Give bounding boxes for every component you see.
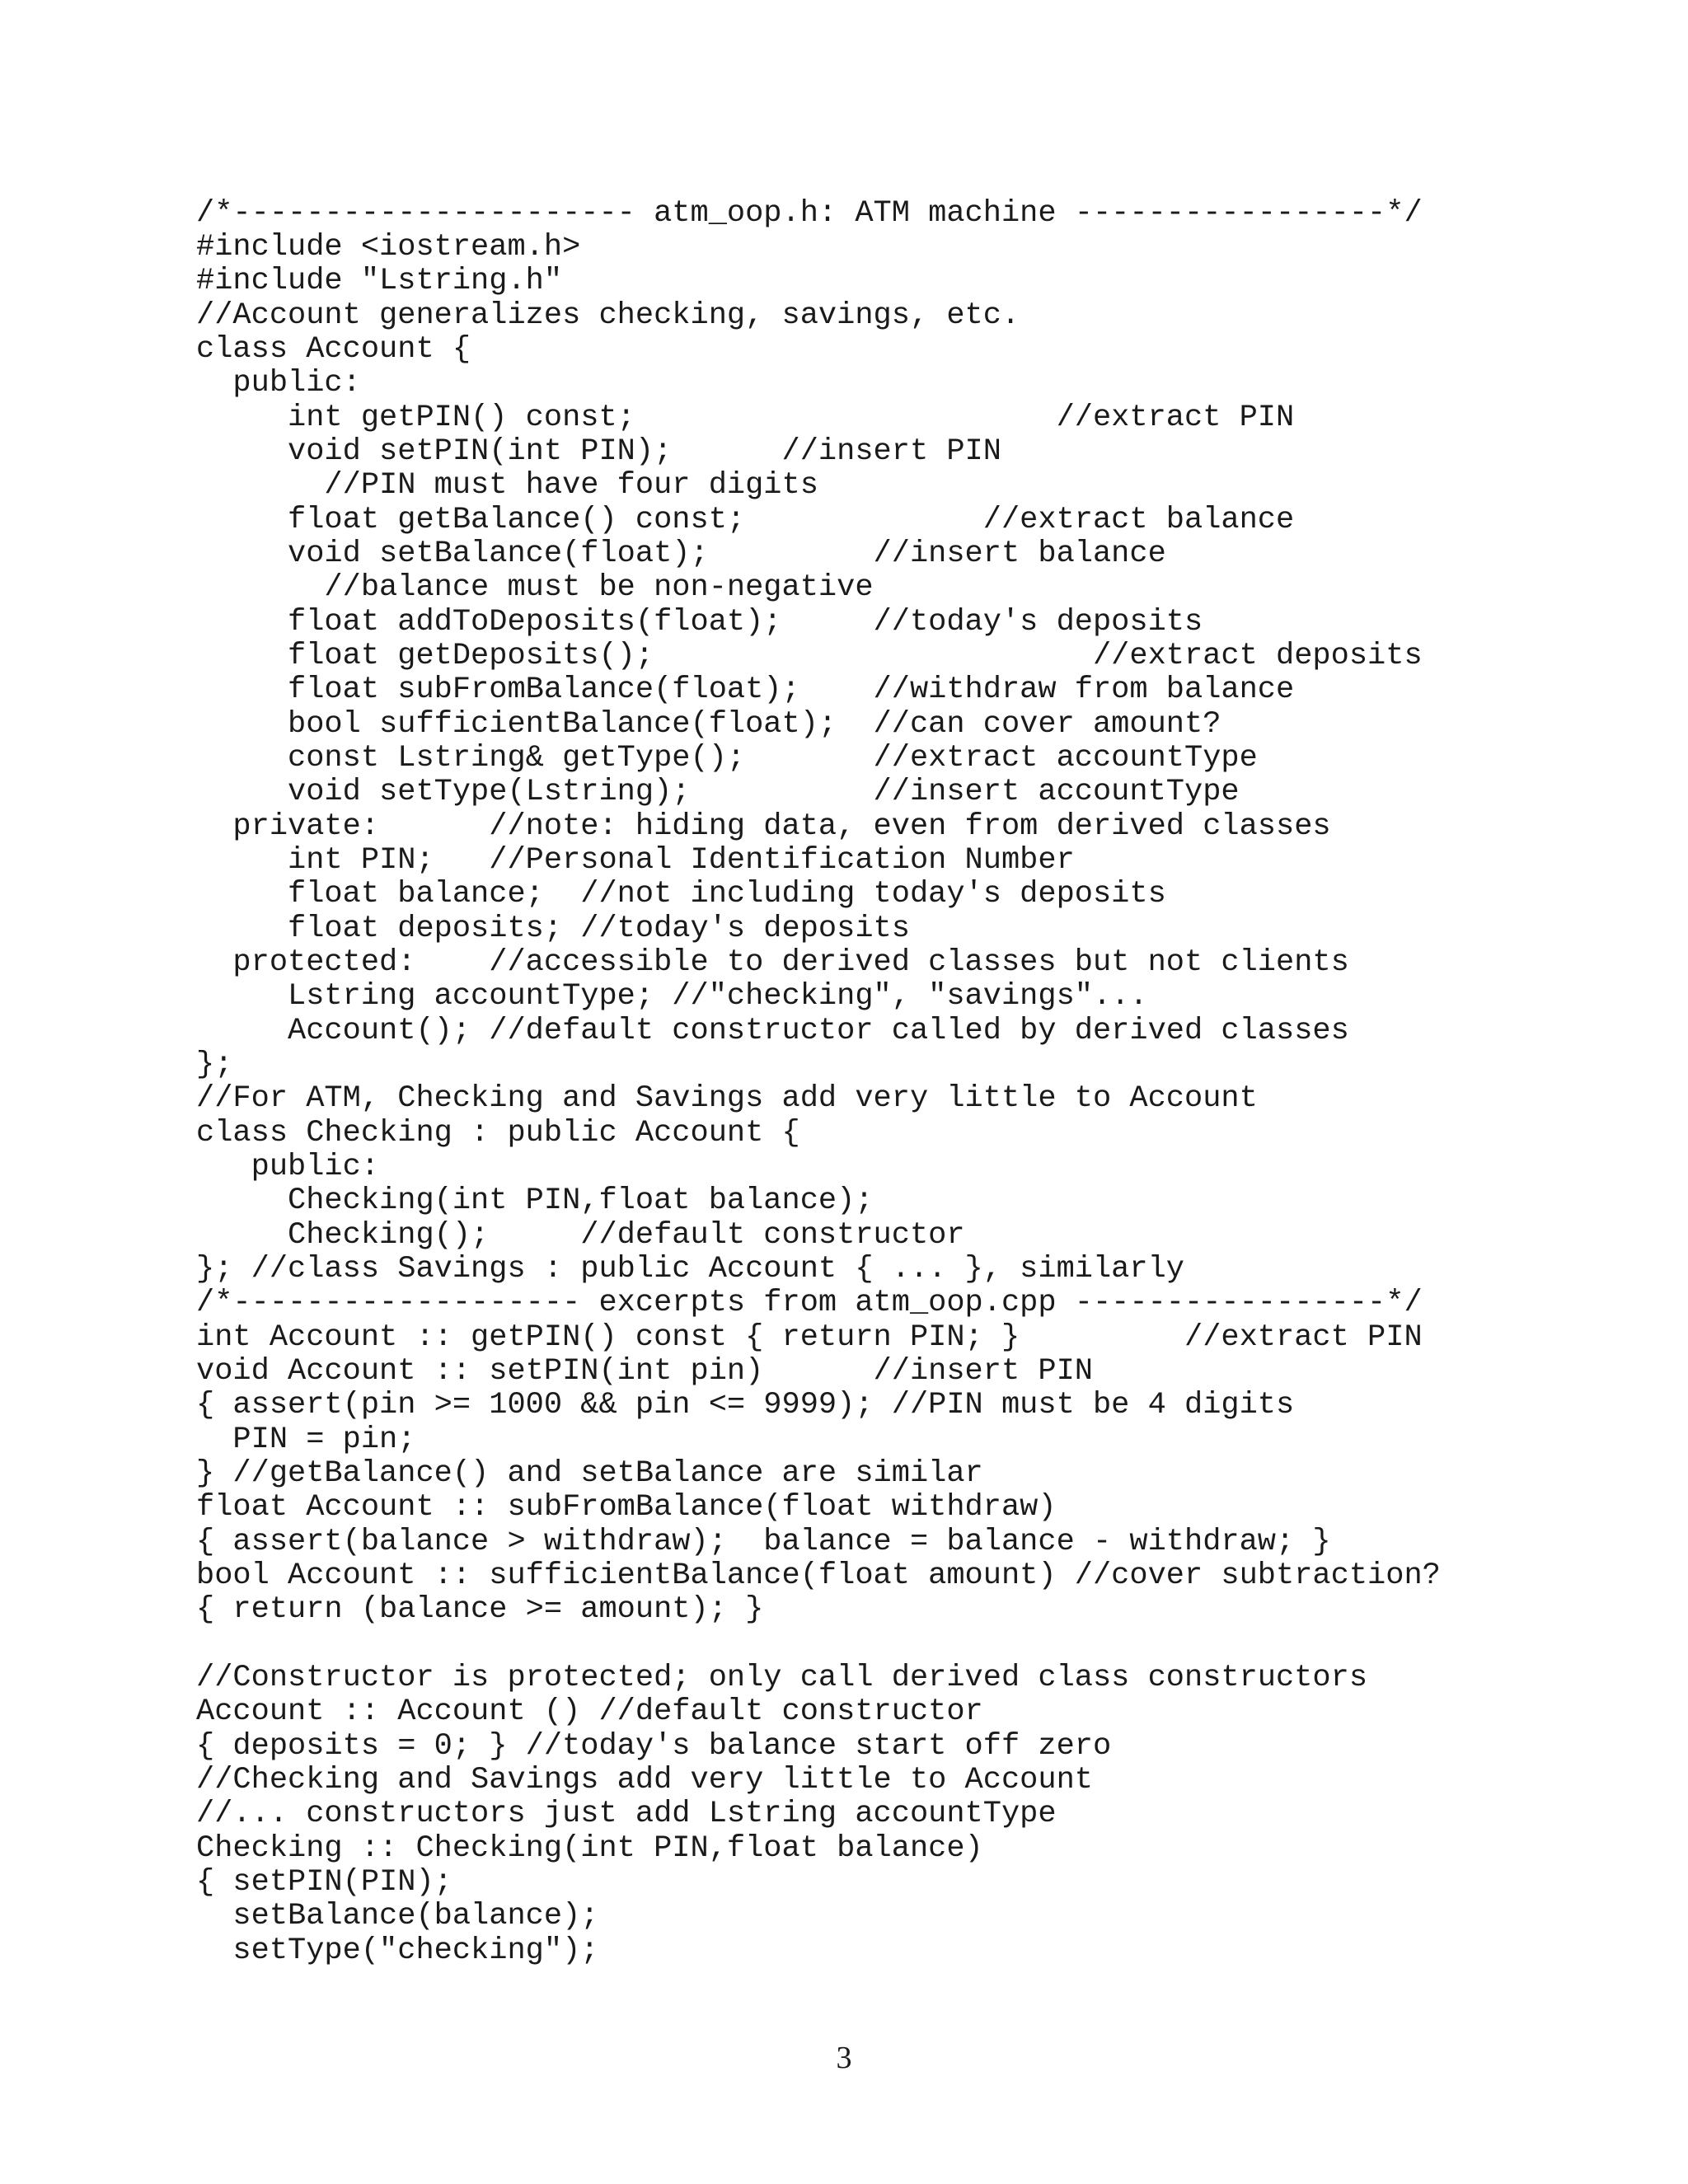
code-line: Lstring accountType; //"checking", "savings"... (196, 979, 1148, 1014)
code-line: float deposits; //today's deposits (196, 912, 910, 946)
code-line: class Checking : public Account { (196, 1116, 800, 1151)
code-line: private: //note: hiding data, even from derived classes (196, 809, 1331, 844)
code-line: //Constructor is protected; only call derived class constructors (196, 1661, 1368, 1695)
code-line: Checking(); //default constructor (196, 1218, 965, 1253)
code-line: { deposits = 0; } //today's balance start off zero (196, 1729, 1112, 1764)
code-line: //For ATM, Checking and Savings add very little to Account (196, 1081, 1258, 1116)
code-line: //balance must be non-negative (196, 570, 874, 605)
code-line: //PIN must have four digits (196, 468, 818, 503)
code-line: float getDeposits(); //extract deposits (196, 639, 1423, 673)
page-number: 3 (836, 2041, 852, 2075)
code-line: int getPIN() const; //extract PIN (196, 401, 1295, 435)
code-line: void setBalance(float); //insert balance (196, 537, 1166, 571)
code-line: protected: //accessible to derived classes but not clients (196, 945, 1349, 980)
code-line: int PIN; //Personal Identification Number (196, 843, 1075, 878)
code-line: float subFromBalance(float); //withdraw from balance (196, 673, 1295, 707)
code-line: float addToDeposits(float); //today's deposits (196, 605, 1203, 640)
code-line: #include "Lstring.h" (196, 264, 563, 298)
code-line: void setPIN(int PIN); //insert PIN (196, 434, 1001, 469)
code-line: #include <iostream.h> (196, 230, 581, 265)
code-line: } //getBalance() and setBalance are similar (196, 1456, 983, 1491)
code-line: void Account :: setPIN(int pin) //insert PIN (196, 1354, 1093, 1389)
code-line: Account :: Account () //default constructor (196, 1694, 983, 1729)
code-line: { return (balance >= amount); } (196, 1592, 764, 1627)
code-line: int Account :: getPIN() const { return PIN; } //extract PIN (196, 1320, 1423, 1355)
code-line: public: (196, 1150, 380, 1184)
code-line: /*---------------------- atm_oop.h: ATM machine -----------------*/ (196, 196, 1423, 231)
code-line: //... constructors just add Lstring accountType (196, 1797, 1057, 1831)
code-line: //Checking and Savings add very little to Account (196, 1763, 1093, 1797)
code-line: setBalance(balance); (196, 1899, 599, 1933)
code-line: public: (196, 366, 361, 401)
code-line: const Lstring& getType(); //extract accountType (196, 741, 1258, 776)
code-line: float Account :: subFromBalance(float withdraw) (196, 1490, 1057, 1525)
code-line: bool sufficientBalance(float); //can cover amount? (196, 707, 1221, 742)
code-line: /*------------------- excerpts from atm_oop.cpp -----------------*/ (196, 1286, 1423, 1320)
code-line: float getBalance() const; //extract balance (196, 503, 1295, 537)
code-line: PIN = pin; (196, 1422, 416, 1457)
code-line: //Account generalizes checking, savings, etc. (196, 298, 1020, 333)
code-line: }; //class Savings : public Account { ... }, similarly (196, 1252, 1184, 1286)
code-line: bool Account :: sufficientBalance(float amount) //cover subtraction? (196, 1558, 1441, 1593)
code-line: class Account { (196, 332, 471, 367)
code-line: Account(); //default constructor called by derived classes (196, 1014, 1349, 1048)
code-line: float balance; //not including today's deposits (196, 877, 1166, 912)
code-line: void setType(Lstring); //insert accountType (196, 775, 1240, 809)
code-line: Checking :: Checking(int PIN,float balance) (196, 1831, 983, 1866)
code-line: { assert(pin >= 1000 && pin <= 9999); //PIN must be 4 digits (196, 1388, 1295, 1422)
code-line: Checking(int PIN,float balance); (196, 1183, 874, 1218)
code-line: { setPIN(PIN); (196, 1865, 452, 1900)
code-line: setType("checking"); (196, 1933, 599, 1968)
code-line: { assert(balance > withdraw); balance = balance - withdraw; } (196, 1525, 1331, 1559)
code-line: }; (196, 1047, 233, 1082)
